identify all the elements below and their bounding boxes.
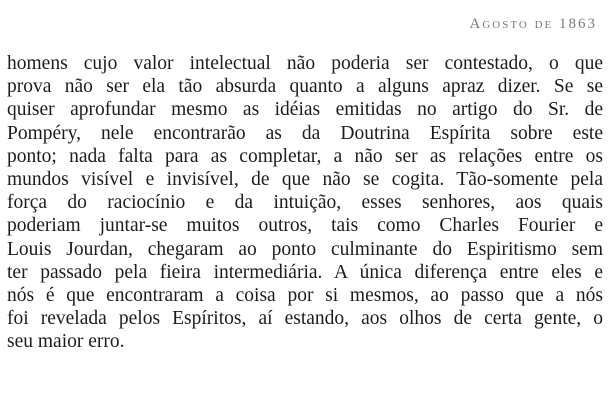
text-line: ponto; nada falta para as completar, a não ser as relações entre os [7,145,603,167]
page-body-text [7,52,603,353]
text-line: poderiam juntar-se muitos outros, tais como Charles Fourier e [7,215,603,237]
running-header: Agosto de 1863 [469,16,597,32]
text-line: Pompéry, nele encontrarão as da Doutrina Espírita sobre este [7,122,603,144]
text-line: quiser aprofundar mesmo as idéias emitidas no artigo do Sr. de [7,99,603,121]
text-line: Louis Jourdan, chegaram ao ponto culminante do Espiritismo sem [7,238,603,260]
text-line: prova não ser ela tão absurda quanto a alguns apraz dizer. Se se [7,76,603,98]
text-line: força do raciocínio e da intuição, esses senhores, aos quais [7,192,603,214]
text-line: ter passado pela fieira intermediária. A única diferença entre eles e [7,261,603,283]
text-line: nós é que encontraram a coisa por si mesmos, ao passo que a nós [7,284,603,306]
text-line: mundos visível e invisível, de que não se cogita. Tão-somente pela [7,168,603,190]
text-line: foi revelada pelos Espíritos, aí estando, aos olhos de certa gente, o [7,308,603,330]
text-line: homens cujo valor intelectual não poderia ser contestado, o que [7,53,603,74]
text-line-last: seu maior erro. [7,331,125,353]
